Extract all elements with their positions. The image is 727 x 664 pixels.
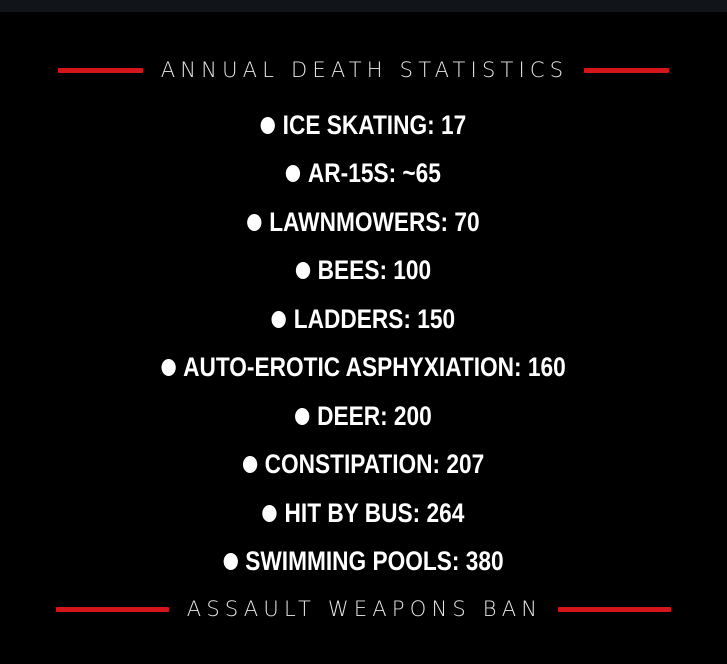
stat-item [58, 538, 669, 587]
stat-item [58, 489, 669, 538]
bullet-icon [272, 311, 286, 328]
footer-row [0, 594, 727, 624]
stat-label: LAWNMOWERS: 70 [269, 206, 480, 237]
bullet-icon [296, 262, 310, 279]
stat-item [58, 198, 669, 247]
footer-left-rule [56, 607, 169, 612]
bullet-icon [243, 456, 257, 473]
stat-item [58, 392, 669, 441]
stat-label: HIT BY BUS: 264 [284, 497, 465, 528]
stat-item [58, 295, 669, 344]
stat-label: CONSTIPATION: 207 [264, 449, 485, 480]
stat-label: BEES: 100 [317, 255, 432, 286]
header-right-rule [584, 68, 669, 73]
footer-right-rule [558, 607, 671, 612]
bullet-icon [295, 408, 309, 425]
bullet-icon [261, 117, 275, 134]
stat-item [58, 344, 669, 393]
header-row [0, 55, 727, 85]
stats-list [0, 101, 727, 586]
stat-label: LADDERS: 150 [293, 303, 456, 334]
header-left-rule [58, 68, 143, 73]
stat-label: DEER: 200 [317, 400, 432, 431]
header-title: ANNUAL DEATH STATISTICS [160, 58, 569, 82]
bullet-icon [223, 553, 237, 570]
stat-label: AR-15S: ~65 [307, 158, 441, 189]
stat-item [58, 247, 669, 296]
stat-item [58, 101, 669, 150]
footer-title: ASSAULT WEAPONS BAN [186, 597, 543, 621]
stat-label: AUTO-EROTIC ASPHYXIATION: 160 [183, 352, 566, 383]
stat-item [58, 150, 669, 199]
stat-label: ICE SKATING: 17 [282, 109, 467, 140]
bullet-icon [286, 165, 300, 182]
stat-item [58, 441, 669, 490]
top-strip [0, 0, 727, 12]
stat-label: SWIMMING POOLS: 380 [245, 546, 504, 577]
bullet-icon [247, 214, 261, 231]
bullet-icon [263, 505, 277, 522]
bullet-icon [161, 359, 175, 376]
